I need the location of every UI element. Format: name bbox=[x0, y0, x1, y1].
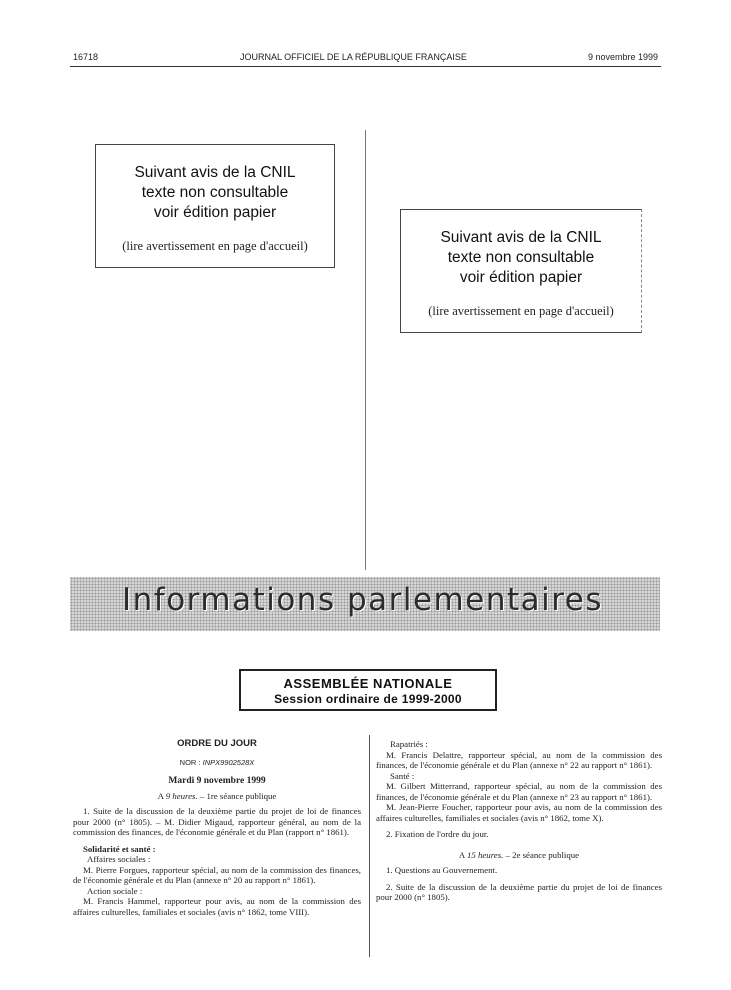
cnil-notice-line1: Suivant avis de la CNIL bbox=[440, 229, 602, 246]
subsection-sante: Santé : bbox=[390, 770, 415, 781]
cnil-notice-line2: texte non consultable bbox=[447, 249, 595, 266]
session-hour: 15 heures. bbox=[467, 849, 504, 860]
cnil-notice-note: (lire avertissement en page d'accueil) bbox=[122, 239, 308, 253]
session-time-prefix: A bbox=[458, 849, 465, 860]
agenda-item-1: 1. Suite de la discussion de la deuxième partie du projet de loi de finances pour 2000 (n° 1805). – M. Didier Migaud, rapporteur général, au nom de la commission des finances, de l'économie générale et du Plan (rapport n° 1861). bbox=[73, 806, 361, 837]
cnil-notice-note: (lire avertissement en page d'accueil) bbox=[428, 304, 614, 318]
cnil-notice-line3: voir édition papier bbox=[153, 204, 277, 221]
issue-date: 9 novembre 1999 bbox=[587, 52, 658, 62]
section-title: Solidarité et santé : bbox=[83, 843, 156, 854]
rapporteur-paragraph: M. Pierre Forgues, rapporteur spécial, au nom de la commission des finances, de l'économie générale et du Plan (annexe n° 20 au rapport n° 1861). bbox=[73, 864, 361, 885]
rapporteur-paragraph: M. Francis Delattre, rapporteur spécial, au nom de la commission des finances, de l'économie générale et du Plan (annexe n° 22 au rapport n° 1861). bbox=[376, 749, 662, 770]
section-banner bbox=[70, 577, 660, 631]
agenda-date: Mardi 9 novembre 1999 bbox=[168, 776, 266, 786]
cnil-notice-line3: voir édition papier bbox=[459, 269, 583, 286]
session-label: – 2e séance publique bbox=[505, 849, 580, 860]
journal-title: JOURNAL OFFICIEL DE LA RÉPUBLIQUE FRANÇAISE bbox=[240, 52, 467, 62]
agenda-item-2: 2. Fixation de l'ordre du jour. bbox=[386, 829, 489, 839]
agenda-item-suite: 2. Suite de la discussion de la deuxième partie du projet de loi de finances pour 2000 (n° 1805). bbox=[376, 881, 662, 902]
assembly-name: ASSEMBLÉE NATIONALE bbox=[283, 676, 453, 691]
subsection-action-sociale: Action sociale : bbox=[87, 885, 143, 896]
session-time-1 bbox=[73, 791, 361, 802]
left-column bbox=[73, 739, 361, 917]
assembly-box bbox=[239, 669, 497, 711]
header-rule bbox=[70, 66, 661, 67]
text-column-divider bbox=[369, 735, 370, 957]
session-label: – 1re séance publique bbox=[199, 790, 277, 801]
subsection-affaires-sociales: Affaires sociales : bbox=[87, 854, 151, 864]
rapporteur-paragraph: M. Jean-Pierre Foucher, rapporteur pour avis, au nom de la commission des affaires culturelles, familiales et sociales (avis n° 1862, tome X). bbox=[376, 802, 662, 823]
cnil-notice-line2: texte non consultable bbox=[141, 184, 289, 201]
rapporteur-paragraph: M. Gilbert Mitterrand, rapporteur spécial, au nom de la commission des finances, de l'économie générale et du Plan (annexe n° 23 au rapport n° 1861). bbox=[376, 781, 662, 802]
nor-value: INPX9902528X bbox=[202, 757, 255, 767]
session-hour: 9 heures. bbox=[165, 790, 198, 801]
cnil-notice-box-left bbox=[95, 144, 335, 268]
rapporteur-paragraph: M. Francis Hammel, rapporteur pour avis, au nom de la commission des affaires culturelles, familiales et sociales (avis n° 1862, tome VIII). bbox=[73, 896, 361, 917]
right-column bbox=[376, 739, 662, 903]
nor-label: NOR : bbox=[179, 757, 201, 767]
session-time-prefix: A bbox=[157, 790, 164, 801]
agenda-heading: ORDRE DU JOUR bbox=[177, 738, 257, 749]
cnil-notice-box-right bbox=[400, 209, 642, 333]
nor-reference bbox=[73, 758, 361, 769]
session-name: Session ordinaire de 1999-2000 bbox=[274, 692, 462, 706]
subsection-rapatries: Rapatriés : bbox=[390, 739, 428, 749]
session-time-2 bbox=[376, 850, 662, 861]
page-number: 16718 bbox=[73, 52, 99, 62]
banner-title: Informations parlementaires bbox=[122, 582, 604, 618]
column-divider bbox=[365, 130, 366, 570]
cnil-notice-line1: Suivant avis de la CNIL bbox=[134, 164, 296, 181]
agenda-item-questions: 1. Questions au Gouvernement. bbox=[386, 865, 498, 875]
